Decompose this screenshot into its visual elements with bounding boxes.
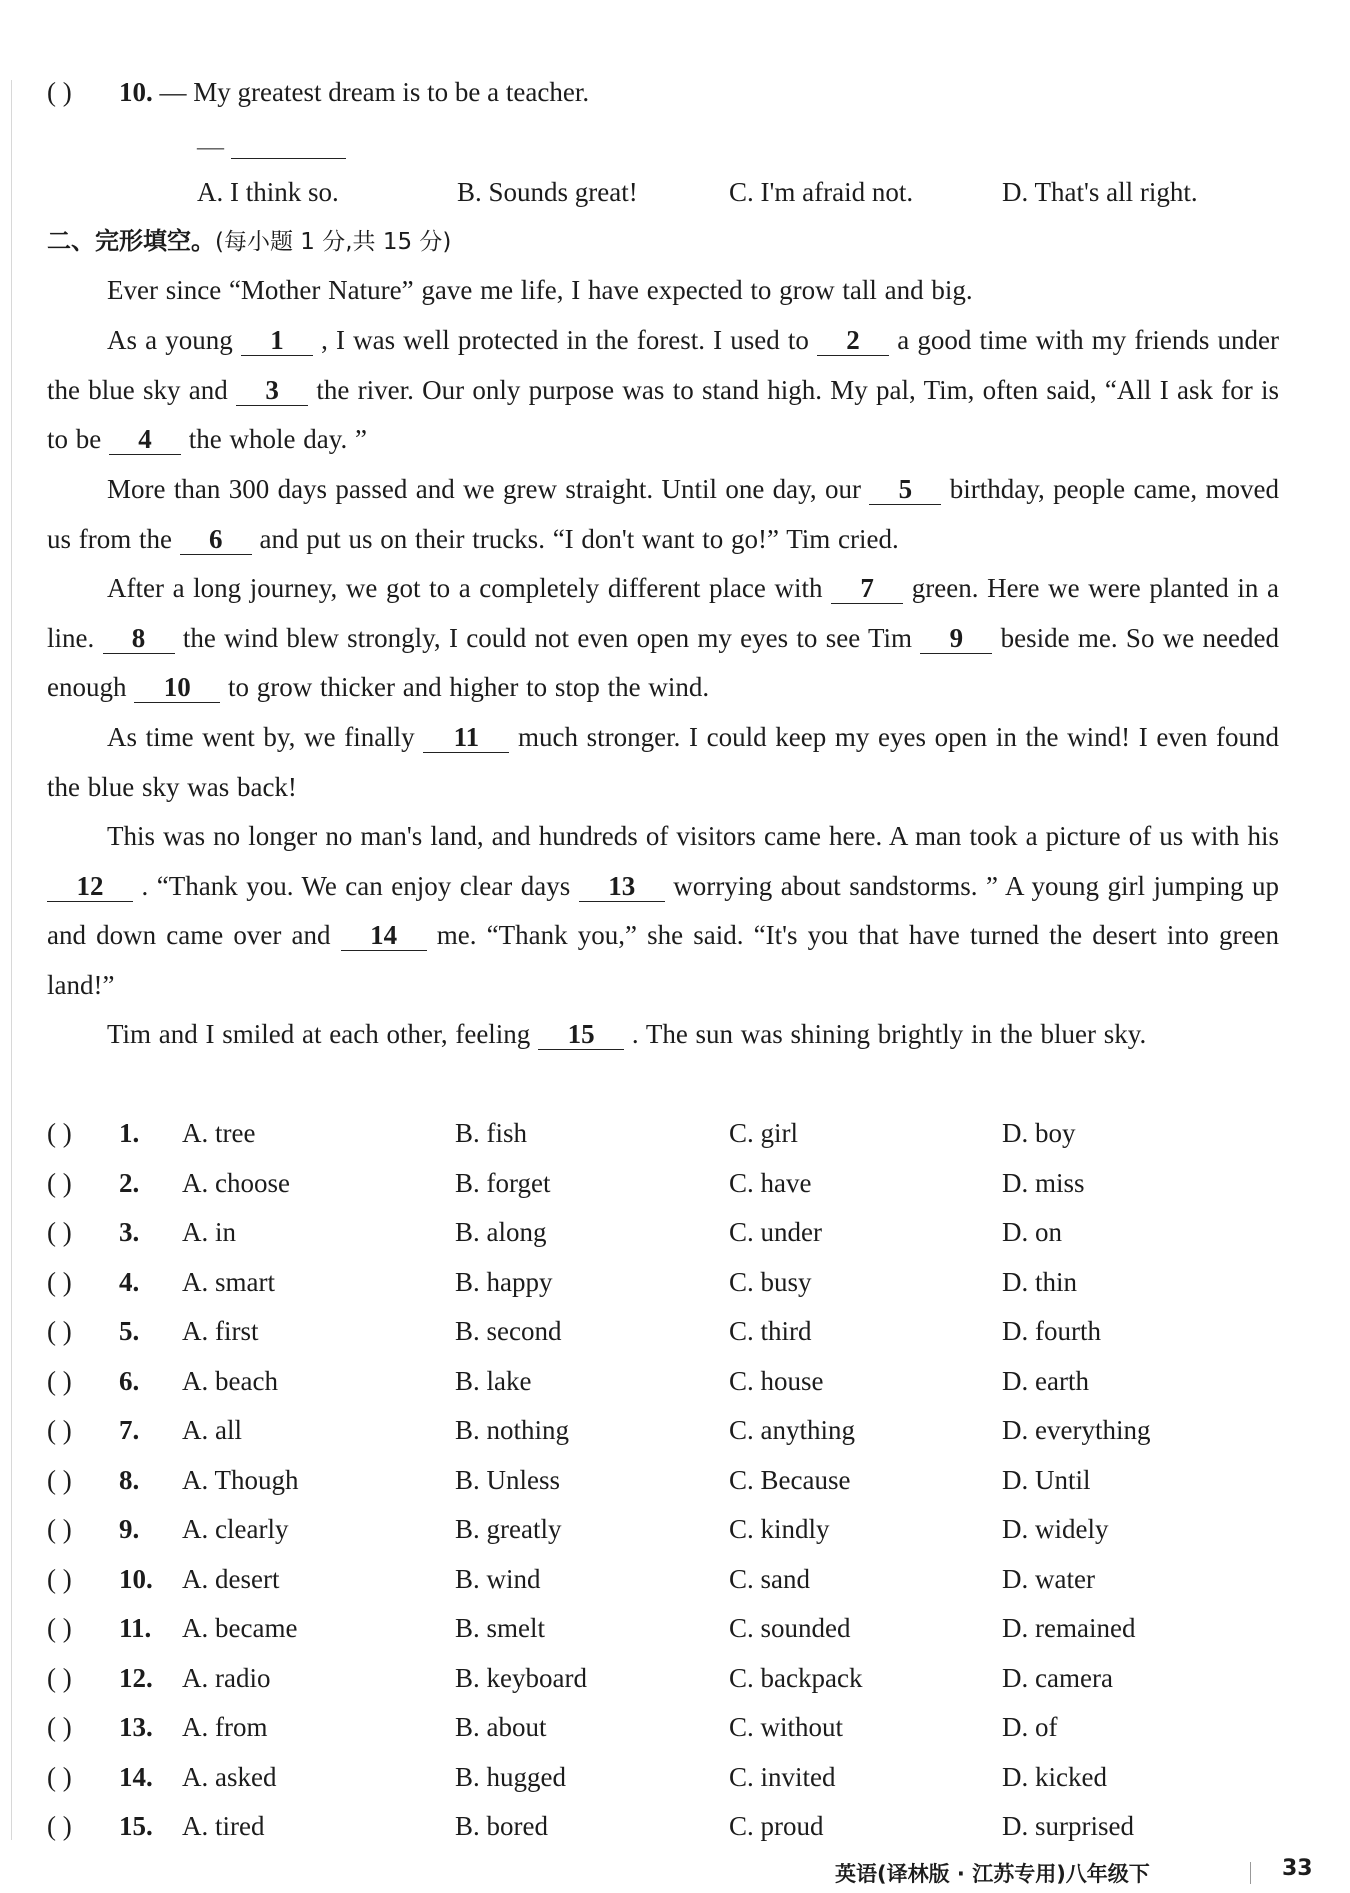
option-c: C. under	[729, 1217, 822, 1247]
option-b: B. second	[455, 1316, 562, 1346]
answer-paren: ( )	[47, 1811, 72, 1841]
option-a: A. clearly	[182, 1514, 289, 1544]
text-run: . “Thank you. We can enjoy clear days	[133, 870, 579, 901]
option-c: C. busy	[729, 1266, 812, 1297]
question-number: 12.	[119, 1662, 153, 1693]
blank-6: 6	[180, 524, 252, 555]
option-c: C. proud	[729, 1811, 824, 1841]
option-b: B. hugged	[455, 1761, 566, 1792]
answer-paren: ( )	[47, 1464, 72, 1495]
text-run: me. “Thank you,” she said. “It's you that have turned the desert into green land!”	[47, 920, 1279, 1000]
answer-paren: ( )	[47, 1167, 72, 1198]
option-c: C. third	[729, 1316, 812, 1346]
answer-paren: ( )	[47, 1316, 72, 1346]
passage-paragraph-7	[47, 1010, 1279, 1060]
question-number: 5.	[119, 1316, 140, 1346]
text-run: As time went by, we finally	[107, 722, 424, 752]
question-number: 9.	[119, 1514, 140, 1544]
option-d: D. remained	[1002, 1613, 1136, 1643]
question-prompt: — My greatest dream is to be a teacher.	[159, 77, 590, 107]
text-run: green. Here we were planted in a line.	[47, 573, 1280, 653]
option-d: D. camera	[1002, 1662, 1113, 1693]
option-d: D. fourth	[1002, 1316, 1101, 1346]
answer-paren: ( )	[47, 1365, 72, 1396]
text-run: much stronger. I could keep my eyes open in the wind! I even found the blue sky was back!	[47, 722, 1279, 802]
reply-dash: —	[197, 131, 224, 161]
question-number: 14.	[119, 1761, 153, 1792]
text-run: to grow thicker and higher to stop the wind.	[220, 672, 710, 702]
section-heading: 二、完形填空。	[47, 227, 215, 255]
blank-10: 10	[134, 672, 220, 703]
question-number: 7.	[119, 1415, 140, 1445]
answer-paren: ( )	[47, 1613, 72, 1643]
option-c: C. without	[729, 1712, 844, 1742]
question-number: 6.	[119, 1365, 140, 1396]
blank-1: 1	[241, 325, 313, 356]
text-run: After a long journey, we got to a completely different place with	[107, 573, 832, 603]
option-a: A. asked	[182, 1761, 277, 1792]
text-run: beside me. So we needed enough	[47, 622, 1279, 702]
passage-paragraph-2	[47, 316, 1279, 465]
option-c: C. I'm afraid not.	[729, 177, 914, 207]
margin-rule	[11, 80, 12, 1840]
text-run: . The sun was shining brightly in the bluer sky.	[624, 1019, 1147, 1049]
option-a: A. choose	[182, 1167, 290, 1198]
blank-5: 5	[869, 474, 941, 505]
blank-7: 7	[831, 573, 903, 604]
option-b: B. forget	[455, 1167, 551, 1198]
option-d: D. on	[1002, 1217, 1062, 1247]
option-c: C. have	[729, 1167, 812, 1198]
option-d: D. thin	[1002, 1266, 1078, 1297]
section-title	[47, 221, 451, 262]
option-b: B. Unless	[455, 1464, 561, 1495]
passage-paragraph-6	[47, 812, 1279, 1010]
option-a: A. tired	[182, 1811, 265, 1841]
option-a: A. became	[182, 1613, 298, 1643]
option-c: C. backpack	[729, 1662, 863, 1693]
blank-13: 13	[579, 871, 665, 902]
blank-2: 2	[817, 325, 889, 356]
option-d: D. earth	[1002, 1365, 1089, 1396]
option-b: B. smelt	[455, 1613, 546, 1643]
option-b: B. fish	[455, 1118, 528, 1148]
option-a: A. beach	[182, 1365, 278, 1396]
blank-12: 12	[47, 871, 133, 902]
answer-paren: ( )	[47, 1563, 72, 1594]
text-run: Tim and I smiled at each other, feeling	[107, 1019, 539, 1049]
blank-15: 15	[538, 1019, 624, 1050]
option-c: C. sand	[729, 1563, 810, 1594]
option-d: D. miss	[1002, 1167, 1085, 1198]
text-run: a good time with my friends under the blue sky and	[47, 325, 1279, 405]
option-d: D. surprised	[1002, 1811, 1134, 1841]
blank-8: 8	[103, 623, 175, 654]
option-d: D. That's all right.	[1002, 177, 1198, 207]
answer-paren: ( )	[47, 1118, 72, 1148]
text-run: and put us on their trucks. “I don't want to go!” Tim cried.	[251, 523, 899, 554]
option-a: A. Though	[182, 1464, 299, 1495]
question-number: 4.	[119, 1266, 140, 1297]
section-score-note: (每小题 1 分,共 15 分)	[215, 229, 452, 255]
option-a: A. tree	[182, 1118, 256, 1148]
blank-3: 3	[236, 375, 308, 406]
blank-9: 9	[920, 623, 992, 654]
question-number: 2.	[119, 1167, 140, 1198]
option-b: B. Sounds great!	[457, 177, 638, 207]
option-c: C. Because	[729, 1464, 851, 1495]
option-a: A. from	[182, 1712, 268, 1742]
option-b: B. wind	[455, 1563, 541, 1594]
text-run: More than 300 days passed and we grew straight. Until one day, our	[107, 474, 870, 504]
option-b: B. greatly	[455, 1514, 562, 1544]
option-a: A. all	[182, 1415, 242, 1445]
option-b: B. happy	[455, 1266, 553, 1297]
text-run: the wind blew strongly, I could not even open my eyes to see Tim	[174, 622, 921, 653]
blank-11: 11	[423, 722, 509, 753]
prev-question-10	[47, 72, 589, 112]
option-c: C. sounded	[729, 1613, 851, 1643]
question-number: 1.	[119, 1118, 140, 1148]
text-run: the river. Our only purpose was to stand high. My pal, Tim, often said, “All I ask for is to be	[47, 374, 1279, 454]
passage-paragraph-1: Ever since “Mother Nature” gave me life, I have expected to grow tall and big.	[107, 275, 973, 305]
answer-paren: ( )	[47, 77, 72, 107]
option-a: A. in	[182, 1217, 236, 1247]
text-run: This was no longer no man's land, and hundreds of visitors came here. A man took a picture of us with his	[107, 821, 1279, 851]
option-b: B. keyboard	[455, 1662, 587, 1693]
page-number: 33	[1282, 1856, 1313, 1881]
passage-paragraph-3	[47, 465, 1279, 564]
question-number: 3.	[119, 1217, 140, 1247]
answer-paren: ( )	[47, 1415, 72, 1445]
text-run: worrying about sandstorms. ” A young girl jumping up and down came over and	[47, 870, 1279, 950]
blank-14: 14	[341, 920, 427, 951]
option-a: A. desert	[182, 1563, 280, 1594]
answer-paren: ( )	[47, 1761, 72, 1792]
question-number: 10.	[119, 77, 153, 107]
passage-paragraph-4	[47, 564, 1279, 713]
question-number: 13.	[119, 1712, 153, 1742]
answer-paren: ( )	[47, 1662, 72, 1693]
option-b: B. lake	[455, 1365, 532, 1396]
footer-separator	[1250, 1862, 1251, 1884]
answer-paren: ( )	[47, 1266, 72, 1297]
question-number: 11.	[119, 1613, 152, 1643]
question-number: 8.	[119, 1464, 140, 1495]
option-d: D. everything	[1002, 1415, 1151, 1445]
text-run: As a young	[107, 325, 241, 355]
option-d: D. of	[1002, 1712, 1058, 1742]
option-a: A. I think so.	[197, 177, 339, 207]
text-run: birthday, people came, moved us from the	[47, 474, 1280, 554]
answer-paren: ( )	[47, 1217, 72, 1247]
option-b: B. bored	[455, 1811, 548, 1841]
option-a: A. first	[182, 1316, 259, 1346]
answer-paren: ( )	[47, 1712, 72, 1742]
question-number: 10.	[119, 1563, 153, 1594]
option-c: C. girl	[729, 1118, 799, 1148]
reply-blank	[231, 132, 346, 159]
option-c: C. invited	[729, 1761, 836, 1792]
option-b: B. nothing	[455, 1415, 570, 1445]
footer-book-title: 英语(译林版 · 江苏专用)八年级下	[835, 1862, 1150, 1886]
question-number: 15.	[119, 1811, 153, 1841]
option-c: C. house	[729, 1365, 824, 1396]
option-a: A. radio	[182, 1662, 271, 1693]
passage-paragraph-5	[47, 713, 1279, 812]
option-d: D. Until	[1002, 1464, 1091, 1495]
option-b: B. along	[455, 1217, 547, 1247]
option-d: D. kicked	[1002, 1761, 1107, 1792]
reply-blank-line	[197, 126, 346, 166]
option-d: D. water	[1002, 1563, 1095, 1594]
option-d: D. boy	[1002, 1118, 1076, 1148]
option-c: C. anything	[729, 1415, 855, 1445]
option-a: A. smart	[182, 1266, 275, 1297]
option-c: C. kindly	[729, 1514, 830, 1544]
blank-4: 4	[109, 424, 181, 455]
answer-paren: ( )	[47, 1514, 72, 1544]
text-run: the whole day. ”	[181, 424, 367, 454]
option-b: B. about	[455, 1712, 547, 1742]
option-d: D. widely	[1002, 1514, 1109, 1544]
text-run: , I was well protected in the forest. I used to	[312, 325, 818, 355]
